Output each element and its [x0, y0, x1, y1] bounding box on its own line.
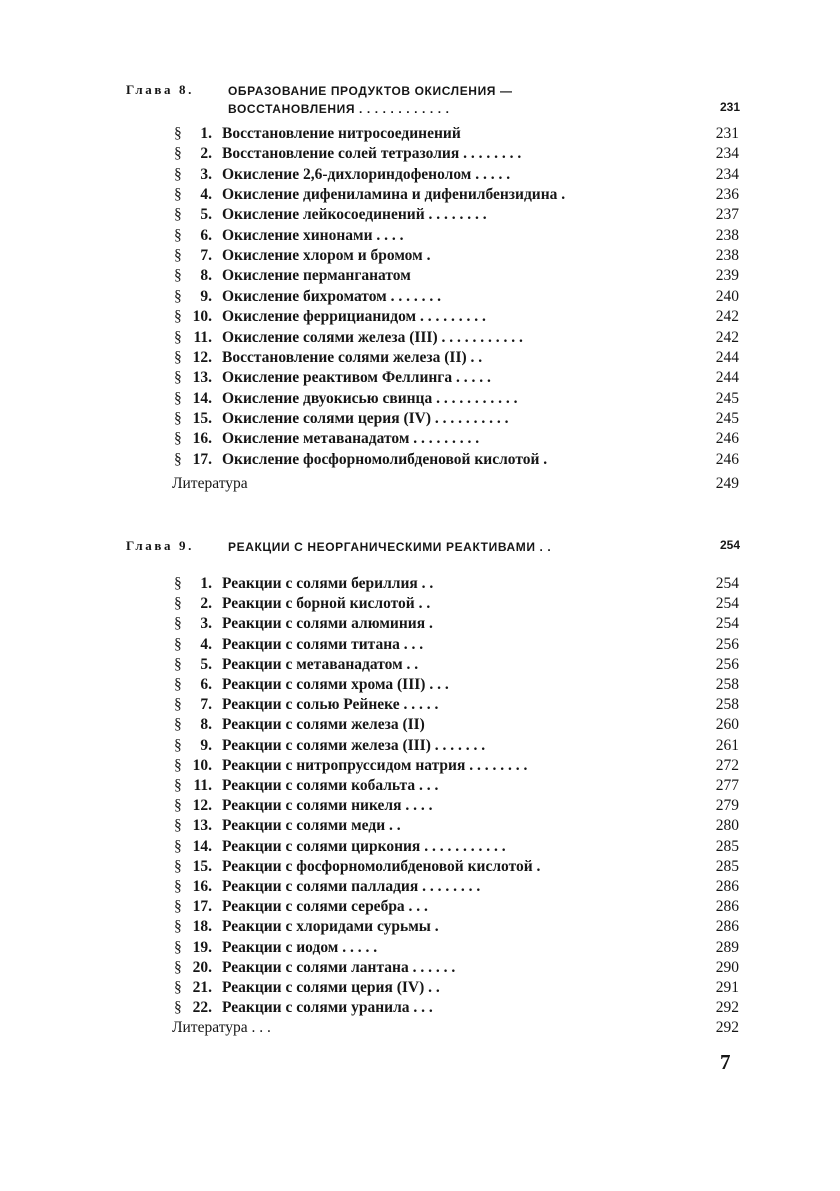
section-symbol: § [174, 409, 182, 427]
toc-entry [0, 226, 840, 246]
chapter-title [228, 82, 698, 118]
section-page: 237 [715, 206, 739, 224]
section-page: 240 [715, 287, 739, 305]
section-number: 11. [193, 328, 212, 346]
section-number: 9. [200, 736, 212, 754]
section-page: 242 [715, 328, 739, 346]
toc-entry [0, 205, 840, 225]
section-number: 12. [192, 797, 212, 815]
section-title: Окисление солями церия (IV) . . . . . . . . . . [222, 409, 509, 427]
section-title: Восстановление солей тетразолия . . . . . . . . [222, 145, 522, 163]
section-number: 5. [200, 206, 212, 224]
toc-entry [0, 246, 840, 266]
section-title: Реакции с солями бериллия . . [222, 575, 434, 592]
section-title: Реакции с борной кислотой . . [222, 595, 431, 613]
section-page: 279 [715, 797, 739, 815]
section-symbol: § [174, 575, 182, 592]
section-title: Реакции с солями уранила . . . [222, 999, 433, 1017]
section-symbol: § [174, 595, 182, 613]
section-page: 280 [715, 817, 739, 835]
section-title: Окисление двуокисью свинца . . . . . . . . . . . [222, 389, 518, 407]
section-number: 8. [200, 267, 212, 285]
section-title: Окисление солями железа (III) . . . . . . . . . . . [222, 328, 523, 346]
section-page: 254 [715, 595, 739, 613]
section-page: 286 [715, 918, 739, 936]
section-title: Окисление хлором и бромом . [222, 247, 431, 265]
section-number: 5. [200, 655, 212, 673]
toc-entry [0, 165, 840, 185]
literature-label: Литература . . . [172, 1019, 271, 1037]
section-number: 4. [200, 635, 212, 653]
toc-entry [0, 144, 840, 164]
section-symbol: § [174, 125, 182, 142]
page-number: 7 [720, 1050, 731, 1074]
toc-entry [0, 450, 840, 470]
section-title: Реакции с солями палладия . . . . . . . . [222, 878, 481, 895]
toc-entry [0, 655, 840, 675]
section-number: 17. [192, 898, 212, 916]
section-symbol: § [174, 777, 182, 794]
toc-entry [0, 897, 840, 917]
section-symbol: § [174, 206, 182, 224]
section-number: 7. [200, 696, 212, 714]
section-number: 3. [200, 165, 212, 183]
section-number: 19. [192, 938, 212, 956]
section-symbol: § [174, 797, 182, 815]
section-title: Реакции с метаванадатом . . [222, 655, 419, 673]
section-number: 16. [192, 878, 212, 895]
section-number: 6. [200, 226, 212, 244]
section-number: 11. [193, 777, 212, 794]
section-page: 260 [715, 716, 739, 734]
toc-entry [0, 736, 840, 756]
chapter-title [228, 538, 698, 556]
section-title: Окисление метаванадатом . . . . . . . . . [222, 430, 480, 448]
toc-entry [0, 715, 840, 735]
section-symbol: § [174, 716, 182, 734]
toc-entry [0, 796, 840, 816]
toc-entry [0, 756, 840, 776]
section-number: 7. [200, 247, 212, 265]
section-number: 13. [192, 369, 212, 387]
section-page: 245 [715, 409, 739, 427]
section-title: Окисление бихроматом . . . . . . . [222, 287, 441, 305]
section-page: 261 [715, 736, 739, 754]
section-number: 15. [192, 857, 212, 875]
section-title: Реакции с солями хрома (III) . . . [222, 676, 449, 693]
section-title: Восстановление нитросоединений [222, 125, 461, 142]
section-page: 239 [715, 267, 739, 285]
toc-entry [0, 776, 840, 796]
toc-entry-literature [0, 474, 840, 494]
toc-entry [0, 917, 840, 937]
section-symbol: § [174, 938, 182, 956]
section-title: Реакции с солями железа (III) . . . . . . . [222, 736, 486, 754]
section-number: 1. [200, 575, 212, 592]
section-number: 17. [192, 450, 212, 468]
section-symbol: § [174, 145, 182, 163]
toc-entry [0, 816, 840, 836]
toc-entry [0, 409, 840, 429]
section-page: 286 [715, 878, 739, 895]
section-page: 245 [715, 389, 739, 407]
section-page: 244 [715, 348, 739, 366]
section-page: 234 [715, 165, 739, 183]
section-page: 258 [715, 676, 739, 693]
section-title: Окисление перманганатом [222, 267, 411, 285]
section-symbol: § [174, 226, 182, 244]
chapter-label: Глава 8. [126, 82, 194, 97]
section-title: Реакции с хлоридами сурьмы . [222, 918, 439, 936]
section-title: Окисление лейкосоединений . . . . . . . . [222, 206, 487, 224]
section-page: 244 [715, 369, 739, 387]
section-number: 10. [192, 308, 212, 326]
section-title: Окисление 2,6-дихлориндофенолом . . . . . [222, 165, 511, 183]
section-page: 231 [715, 125, 739, 142]
section-symbol: § [174, 756, 182, 774]
section-number: 2. [200, 145, 212, 163]
chapter-page: 231 [719, 100, 740, 114]
section-symbol: § [174, 267, 182, 285]
section-page: 286 [715, 898, 739, 916]
section-page: 277 [715, 777, 739, 794]
section-page: 254 [715, 575, 739, 592]
section-page: 234 [715, 145, 739, 163]
toc-entry-literature [0, 1018, 840, 1038]
section-symbol: § [174, 635, 182, 653]
section-symbol: § [174, 308, 182, 326]
section-symbol: § [174, 348, 182, 366]
section-page: 246 [715, 430, 739, 448]
section-symbol: § [174, 430, 182, 448]
section-title: Восстановление солями железа (II) . . [222, 348, 483, 366]
section-title: Реакции с солями титана . . . [222, 635, 424, 653]
chapter-title-line-1: РЕАКЦИИ С НЕОРГАНИЧЕСКИМИ РЕАКТИВАМИ . . [228, 540, 552, 554]
toc-entry [0, 958, 840, 978]
section-page: 238 [715, 247, 739, 265]
section-page: 242 [715, 308, 739, 326]
section-number: 21. [192, 979, 212, 996]
section-title: Реакции с солью Рейнеке . . . . . [222, 696, 439, 714]
section-symbol: § [174, 736, 182, 754]
section-number: 4. [200, 186, 212, 204]
section-symbol: § [174, 247, 182, 265]
chapter-page: 254 [719, 538, 740, 552]
toc-entry [0, 389, 840, 409]
section-title: Реакции с солями церия (IV) . . [222, 979, 440, 996]
section-symbol: § [174, 898, 182, 916]
chapter-title-line-2: ВОССТАНОВЛЕНИЯ . . . . . . . . . . . . [228, 102, 450, 116]
section-symbol: § [174, 857, 182, 875]
toc-entry [0, 429, 840, 449]
section-page: 289 [715, 938, 739, 956]
toc-entry [0, 185, 840, 205]
section-symbol: § [174, 979, 182, 996]
section-number: 10. [192, 756, 212, 774]
section-page: 246 [715, 450, 739, 468]
section-symbol: § [174, 328, 182, 346]
section-symbol: § [174, 817, 182, 835]
literature-label: Литература [172, 474, 248, 492]
toc-entry [0, 877, 840, 897]
section-symbol: § [174, 389, 182, 407]
section-symbol: § [174, 186, 182, 204]
toc-entry [0, 938, 840, 958]
section-title: Реакции с нитропруссидом натрия . . . . . . . . [222, 756, 528, 774]
section-number: 18. [192, 918, 212, 936]
section-page: 238 [715, 226, 739, 244]
section-title: Реакции с солями кобальта . . . [222, 777, 439, 794]
section-page: 285 [715, 857, 739, 875]
section-title: Реакции с солями серебра . . . [222, 898, 428, 916]
toc-entry [0, 635, 840, 655]
section-number: 3. [200, 615, 212, 633]
section-symbol: § [174, 655, 182, 673]
section-title: Окисление реактивом Феллинга . . . . . [222, 369, 491, 387]
toc-entry [0, 368, 840, 388]
section-symbol: § [174, 837, 182, 855]
section-page: 291 [715, 979, 739, 996]
section-symbol: § [174, 918, 182, 936]
toc-entry [0, 328, 840, 348]
toc-entry [0, 675, 840, 695]
section-number: 20. [192, 958, 212, 976]
toc-entry [0, 614, 840, 634]
toc-entry [0, 837, 840, 857]
literature-page: 249 [715, 474, 739, 492]
section-number: 13. [192, 817, 212, 835]
section-title: Окисление хинонами . . . . [222, 226, 404, 244]
section-number: 12. [192, 348, 212, 366]
section-number: 16. [192, 430, 212, 448]
section-page: 258 [715, 696, 739, 714]
toc-entry [0, 594, 840, 614]
section-number: 2. [200, 595, 212, 613]
literature-page: 292 [715, 1019, 739, 1037]
section-page: 256 [715, 655, 739, 673]
section-number: 6. [200, 676, 212, 693]
section-symbol: § [174, 878, 182, 895]
section-title: Реакции с солями железа (II) [222, 716, 425, 734]
section-number: 14. [192, 389, 212, 407]
section-symbol: § [174, 287, 182, 305]
section-page: 290 [715, 958, 739, 976]
toc-entry [0, 998, 840, 1018]
section-symbol: § [174, 369, 182, 387]
section-symbol: § [174, 165, 182, 183]
section-title: Реакции с солями меди . . [222, 817, 401, 835]
section-page: 272 [715, 756, 739, 774]
toc-entry [0, 124, 840, 144]
section-title: Реакции с солями циркония . . . . . . . . . . . [222, 837, 506, 855]
section-number: 22. [192, 999, 212, 1017]
section-symbol: § [174, 696, 182, 714]
toc-entry [0, 287, 840, 307]
section-page: 236 [715, 186, 739, 204]
toc-entry [0, 574, 840, 594]
section-symbol: § [174, 450, 182, 468]
section-title: Окисление феррицианидом . . . . . . . . . [222, 308, 486, 326]
section-number: 14. [192, 837, 212, 855]
section-page: 254 [715, 615, 739, 633]
section-symbol: § [174, 999, 182, 1017]
section-page: 285 [715, 837, 739, 855]
section-number: 1. [200, 125, 212, 142]
chapter-label: Глава 9. [126, 538, 194, 553]
toc-entry [0, 348, 840, 368]
section-title: Реакции с фосфорномолибденовой кислотой . [222, 857, 541, 875]
section-symbol: § [174, 676, 182, 693]
section-title: Реакции с солями никеля . . . . [222, 797, 433, 815]
section-number: 15. [192, 409, 212, 427]
section-title: Окисление дифениламина и дифенилбензидина . [222, 186, 566, 204]
section-title: Реакции с иодом . . . . . [222, 938, 378, 956]
toc-entry [0, 857, 840, 877]
section-title: Окисление фосфорномолибденовой кислотой . [222, 450, 548, 468]
section-number: 9. [200, 287, 212, 305]
toc-entry [0, 978, 840, 998]
chapter-title-line-1: ОБРАЗОВАНИЕ ПРОДУКТОВ ОКИСЛЕНИЯ — [228, 84, 513, 98]
toc-entry [0, 695, 840, 715]
toc-entry [0, 266, 840, 286]
toc-entry [0, 307, 840, 327]
section-page: 256 [715, 635, 739, 653]
section-title: Реакции с солями лантана . . . . . . [222, 958, 456, 976]
section-page: 292 [715, 999, 739, 1017]
section-title: Реакции с солями алюминия . [222, 615, 433, 633]
section-symbol: § [174, 615, 182, 633]
section-symbol: § [174, 958, 182, 976]
section-number: 8. [200, 716, 212, 734]
